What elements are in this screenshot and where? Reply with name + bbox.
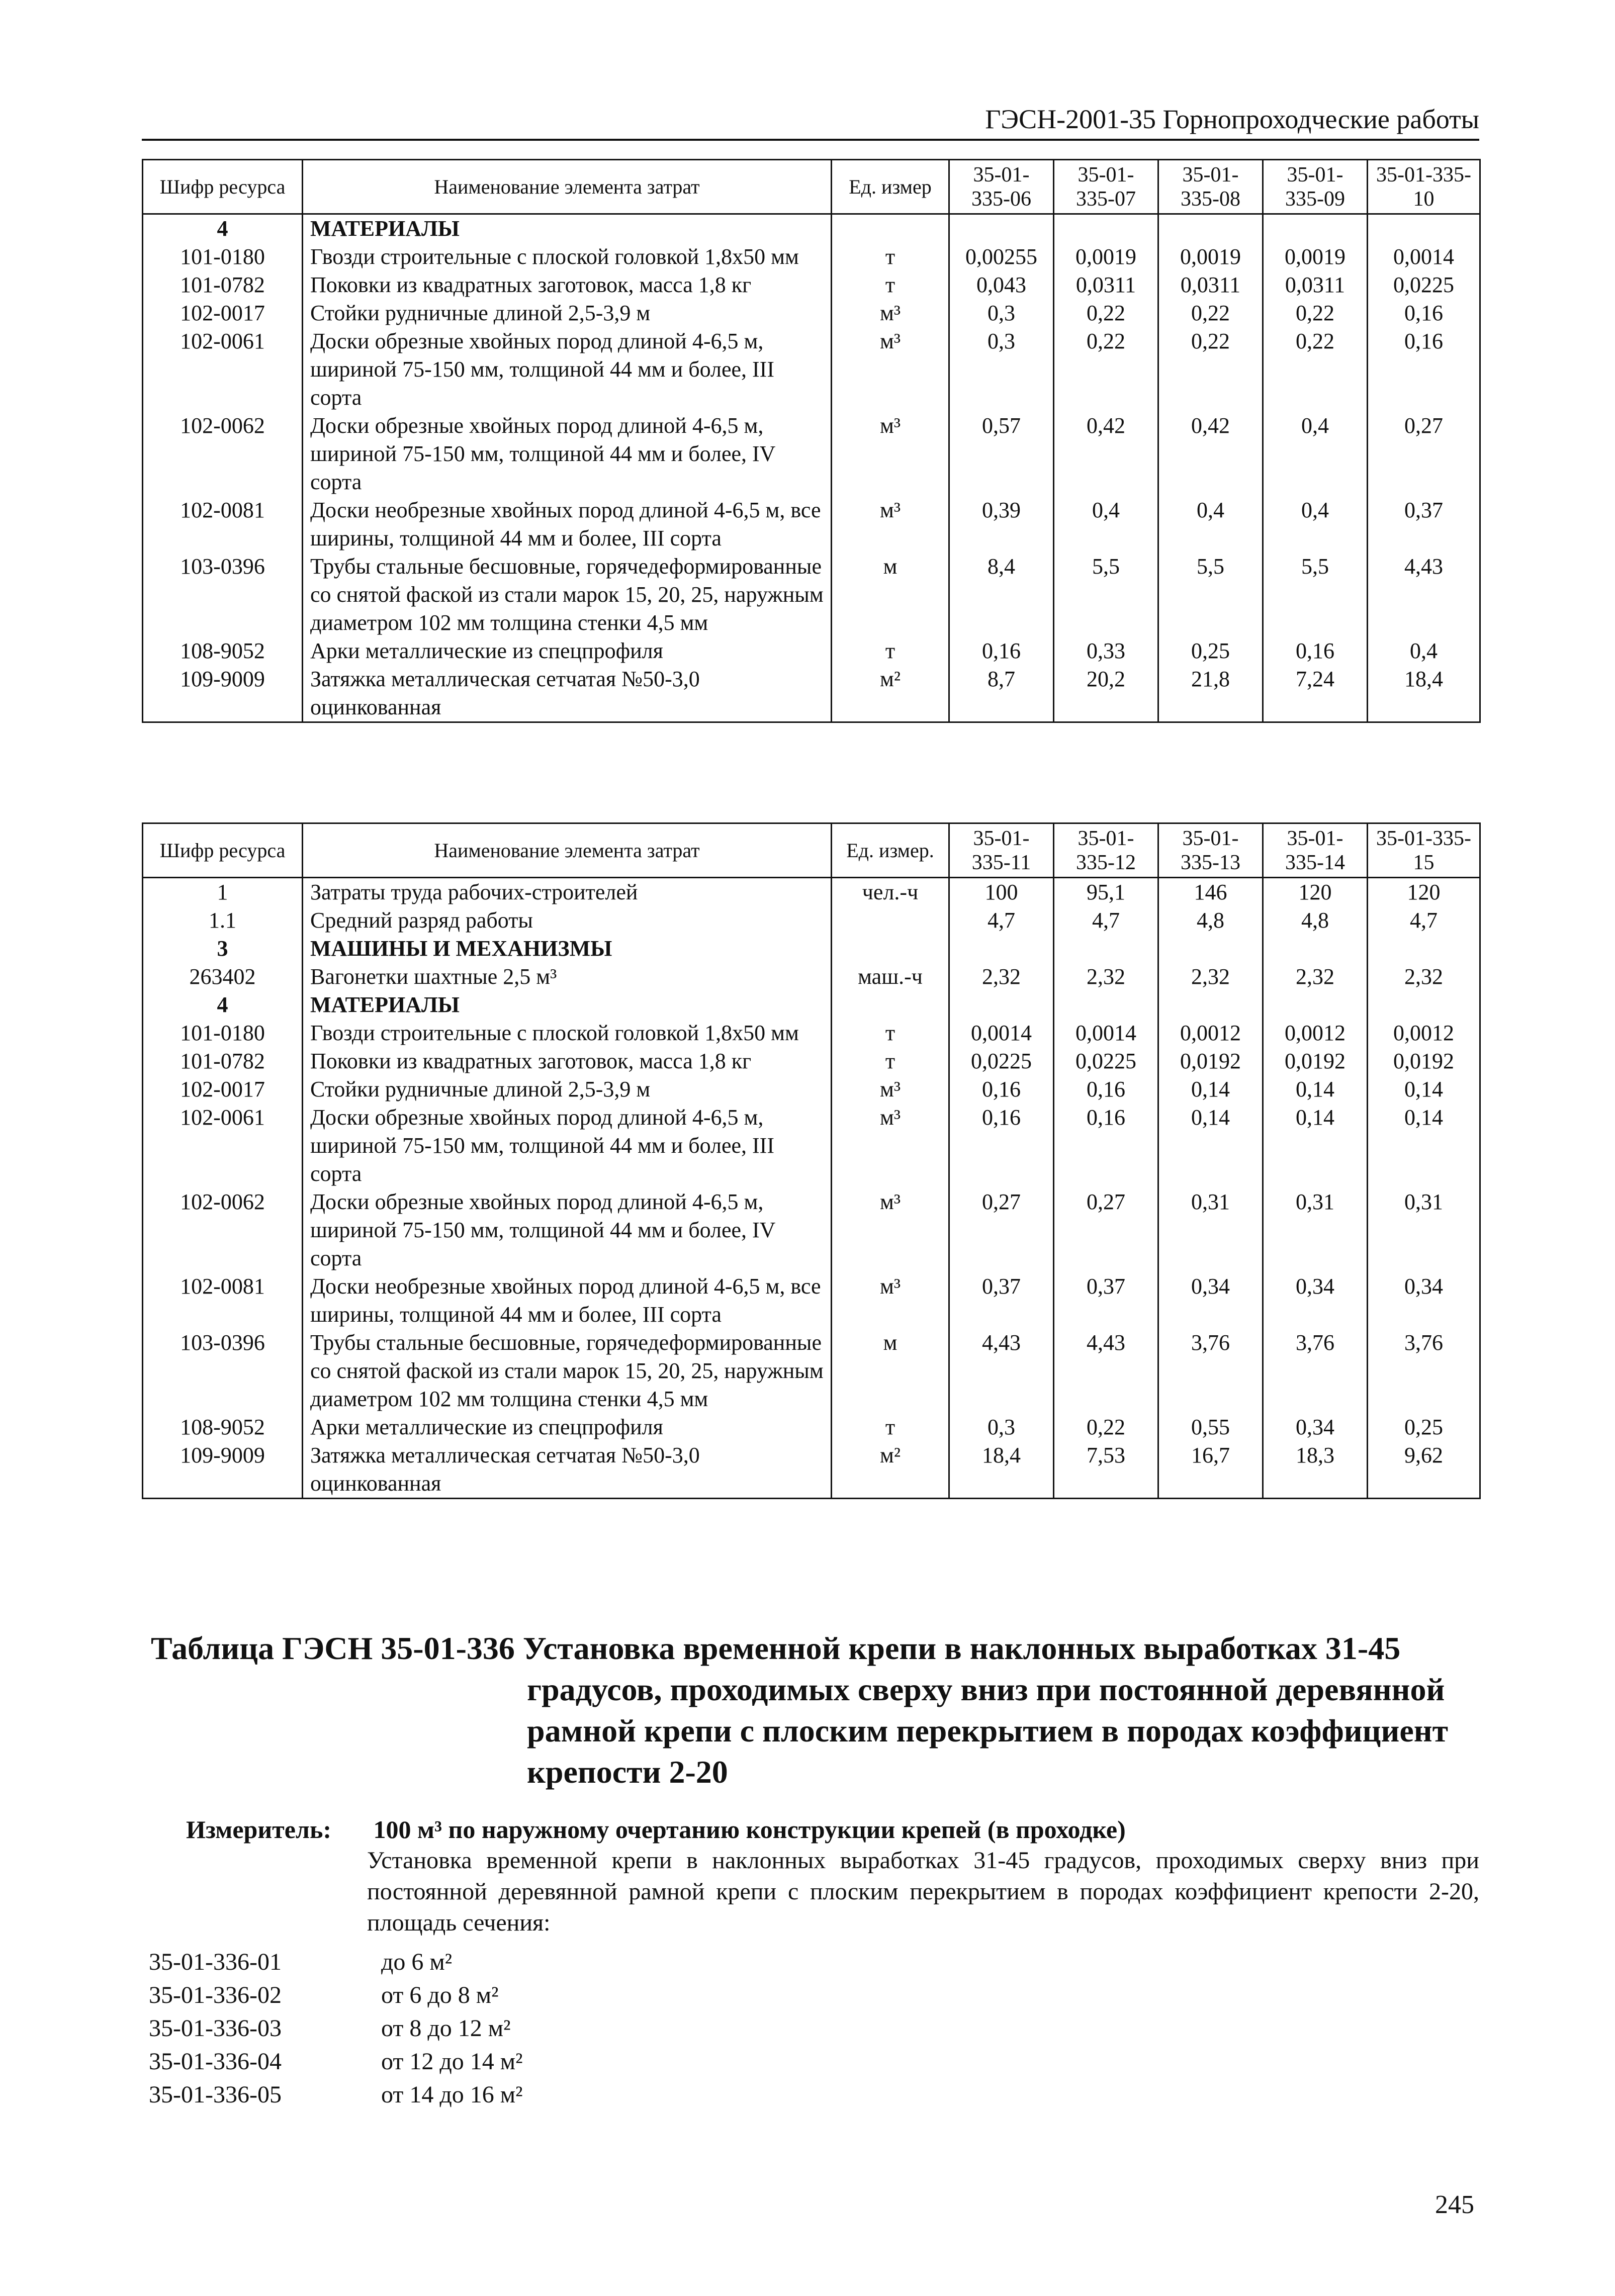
norm-value-cell bbox=[1368, 991, 1480, 1019]
table-row bbox=[143, 878, 1480, 907]
norm-value-cell: 0,4 bbox=[1158, 496, 1263, 553]
table-row bbox=[143, 271, 1480, 299]
norm-value-cell: 4,7 bbox=[1368, 906, 1480, 935]
norm-value-cell: 0,34 bbox=[1263, 1413, 1368, 1441]
norm-value-cell bbox=[1368, 214, 1480, 243]
cost-element-name-cell: Арки металлические из спецпрофиля bbox=[303, 1413, 832, 1441]
measure-label: Измеритель: bbox=[186, 1815, 332, 1844]
section-row bbox=[143, 991, 1480, 1019]
norm-value-cell: 0,3 bbox=[949, 327, 1054, 412]
norm-value-cell: 2,32 bbox=[1054, 963, 1158, 991]
table-row bbox=[143, 1104, 1480, 1188]
norm-value-cell: 18,4 bbox=[949, 1441, 1054, 1499]
norm-value-cell: 0,25 bbox=[1368, 1413, 1480, 1441]
norm-value-cell bbox=[949, 991, 1054, 1019]
table-row bbox=[143, 665, 1480, 722]
unit-cell: т bbox=[832, 637, 949, 665]
norm-value-cell: 0,0311 bbox=[1158, 271, 1263, 299]
table-row bbox=[143, 1047, 1480, 1075]
norm-value-cell bbox=[949, 935, 1054, 963]
norm-value-cell: 0,27 bbox=[949, 1188, 1054, 1272]
unit-cell bbox=[832, 214, 949, 243]
norm-value-cell: 0,0019 bbox=[1158, 243, 1263, 271]
norm-value-cell bbox=[1368, 935, 1480, 963]
section-row bbox=[143, 935, 1480, 963]
cost-element-name-cell: Доски необрезные хвойных пород длиной 4-6,5 м, все ширины, толщиной 44 мм и более, III сорта bbox=[303, 1272, 832, 1329]
norm-value-cell: 3,76 bbox=[1263, 1329, 1368, 1413]
resource-code-cell: 103-0396 bbox=[143, 553, 303, 637]
cost-element-name-cell: Доски обрезные хвойных пород длиной 4-6,5 м, шириной 75-150 мм, толщиной 44 мм и более, III сорта bbox=[303, 1104, 832, 1188]
norm-value-cell: 9,62 bbox=[1368, 1441, 1480, 1499]
unit-cell: м² bbox=[832, 1441, 949, 1499]
norm-value-cell: 0,27 bbox=[1054, 1188, 1158, 1272]
unit-cell: м³ bbox=[832, 299, 949, 327]
column-header: 35-01-335-10 bbox=[1368, 160, 1480, 214]
norm-value-cell: 0,3 bbox=[949, 299, 1054, 327]
unit-cell: м² bbox=[832, 665, 949, 722]
norm-value-cell: 146 bbox=[1158, 878, 1263, 907]
norm-value-cell: 0,0225 bbox=[1054, 1047, 1158, 1075]
norm-value-cell: 18,3 bbox=[1263, 1441, 1368, 1499]
norm-code: 35-01-336-02 bbox=[149, 1982, 282, 2008]
unit-cell: чел.-ч bbox=[832, 878, 949, 907]
norm-value-cell: 0,00255 bbox=[949, 243, 1054, 271]
norm-value-cell: 4,43 bbox=[1368, 553, 1480, 637]
norm-value-cell: 0,34 bbox=[1263, 1272, 1368, 1329]
resource-code-cell: 102-0062 bbox=[143, 412, 303, 496]
norm-value-cell bbox=[1054, 935, 1158, 963]
table-title bbox=[151, 1628, 1488, 1793]
column-header: 35-01-335-09 bbox=[1263, 160, 1368, 214]
norm-value-cell: 0,37 bbox=[949, 1272, 1054, 1329]
norm-value-cell: 0,16 bbox=[1054, 1075, 1158, 1104]
norm-value-cell: 0,34 bbox=[1368, 1272, 1480, 1329]
norm-value-cell: 120 bbox=[1263, 878, 1368, 907]
table-row bbox=[143, 1413, 1480, 1441]
resource-code-cell: 109-9009 bbox=[143, 665, 303, 722]
table-row bbox=[143, 299, 1480, 327]
cost-element-name-cell: Стойки рудничные длиной 2,5-3,9 м bbox=[303, 1075, 832, 1104]
norm-value-cell: 0,22 bbox=[1158, 327, 1263, 412]
norm-value-cell bbox=[1158, 991, 1263, 1019]
norm-value-cell: 0,0019 bbox=[1054, 243, 1158, 271]
resource-code-cell: 1.1 bbox=[143, 906, 303, 935]
norm-value-cell: 0,22 bbox=[1054, 1413, 1158, 1441]
norm-value-cell: 7,24 bbox=[1263, 665, 1368, 722]
norm-value-cell: 4,43 bbox=[1054, 1329, 1158, 1413]
norm-value-cell: 0,22 bbox=[1263, 299, 1368, 327]
norm-value-cell: 0,0225 bbox=[1368, 271, 1480, 299]
norm-value-cell: 8,7 bbox=[949, 665, 1054, 722]
norm-value-cell: 0,33 bbox=[1054, 637, 1158, 665]
resource-code-cell: 102-0017 bbox=[143, 299, 303, 327]
table-row bbox=[143, 1272, 1480, 1329]
norm-value-cell: 2,32 bbox=[1158, 963, 1263, 991]
cost-element-name-cell: Доски необрезные хвойных пород длиной 4-6,5 м, все ширины, толщиной 44 мм и более, III сорта bbox=[303, 496, 832, 553]
table-body bbox=[143, 878, 1480, 1499]
norm-value-cell bbox=[1054, 991, 1158, 1019]
norm-value-cell: 0,42 bbox=[1054, 412, 1158, 496]
column-header: 35-01-335-15 bbox=[1368, 823, 1480, 878]
resource-table-335-06-10 bbox=[142, 159, 1481, 723]
resource-code-cell: 101-0782 bbox=[143, 271, 303, 299]
unit-cell: м³ bbox=[832, 1272, 949, 1329]
norm-value-cell: 0,14 bbox=[1263, 1104, 1368, 1188]
unit-cell: м³ bbox=[832, 1104, 949, 1188]
norm-value-cell: 0,39 bbox=[949, 496, 1054, 553]
resource-code-cell: 1 bbox=[143, 878, 303, 907]
resource-code-cell: 263402 bbox=[143, 963, 303, 991]
cost-element-name-cell: МАТЕРИАЛЫ bbox=[303, 991, 832, 1019]
norm-value-cell: 0,043 bbox=[949, 271, 1054, 299]
unit-cell: м³ bbox=[832, 1188, 949, 1272]
running-header bbox=[142, 104, 1479, 141]
resource-code-cell: 103-0396 bbox=[143, 1329, 303, 1413]
table-row bbox=[143, 1075, 1480, 1104]
norm-value-cell: 7,53 bbox=[1054, 1441, 1158, 1499]
unit-cell: т bbox=[832, 271, 949, 299]
norm-value-cell: 4,7 bbox=[1054, 906, 1158, 935]
norm-value-cell: 0,16 bbox=[949, 637, 1054, 665]
unit-cell: т bbox=[832, 243, 949, 271]
unit-cell: м³ bbox=[832, 496, 949, 553]
norm-value-cell bbox=[1263, 991, 1368, 1019]
unit-cell: т bbox=[832, 1413, 949, 1441]
norm-value-cell: 3,76 bbox=[1158, 1329, 1263, 1413]
resource-code-cell: 101-0782 bbox=[143, 1047, 303, 1075]
column-header: 35-01-335-08 bbox=[1158, 160, 1263, 214]
norm-value-cell: 0,0014 bbox=[949, 1019, 1054, 1047]
table-title-lead: Таблица ГЭСН 35-01-336 Установка временной крепи в наклонных выработках 31-45 bbox=[151, 1630, 1401, 1666]
cost-element-name-cell: Гвозди строительные с плоской головкой 1,8х50 мм bbox=[303, 1019, 832, 1047]
norm-code: 35-01-336-03 bbox=[149, 2015, 282, 2042]
cost-element-name-cell: Доски обрезные хвойных пород длиной 4-6,5 м, шириной 75-150 мм, толщиной 44 мм и более, IV сорта bbox=[303, 412, 832, 496]
norm-code-item bbox=[149, 1946, 523, 1979]
norm-value-cell: 0,0012 bbox=[1158, 1019, 1263, 1047]
table-body bbox=[143, 214, 1480, 722]
measure-value: 100 м³ по наружному очертанию конструкции крепей (в проходке) bbox=[373, 1815, 1126, 1844]
norm-value-cell: 8,4 bbox=[949, 553, 1054, 637]
norm-value-cell: 16,7 bbox=[1158, 1441, 1263, 1499]
resource-code-cell: 102-0062 bbox=[143, 1188, 303, 1272]
norm-value-cell: 0,4 bbox=[1263, 496, 1368, 553]
norm-value-cell: 0,34 bbox=[1158, 1272, 1263, 1329]
norm-code-item bbox=[149, 1979, 523, 2012]
norm-value-cell: 0,22 bbox=[1158, 299, 1263, 327]
norm-value-cell: 0,0019 bbox=[1263, 243, 1368, 271]
norm-value-cell: 0,57 bbox=[949, 412, 1054, 496]
norm-value-cell: 0,0192 bbox=[1158, 1047, 1263, 1075]
column-header: 35-01-335-13 bbox=[1158, 823, 1263, 878]
section-area: до 6 м² bbox=[381, 1949, 453, 1975]
norm-value-cell: 18,4 bbox=[1368, 665, 1480, 722]
norm-value-cell: 0,0311 bbox=[1054, 271, 1158, 299]
cost-element-name-cell: Затяжка металлическая сетчатая №50-3,0 оцинкованная bbox=[303, 665, 832, 722]
norm-value-cell: 0,14 bbox=[1158, 1104, 1263, 1188]
norm-value-cell: 0,22 bbox=[1054, 299, 1158, 327]
table-row bbox=[143, 963, 1480, 991]
table-row bbox=[143, 327, 1480, 412]
table-row bbox=[143, 1019, 1480, 1047]
column-header: 35-01-335-14 bbox=[1263, 823, 1368, 878]
norm-value-cell: 20,2 bbox=[1054, 665, 1158, 722]
column-header: Наименование элемента затрат bbox=[303, 160, 832, 214]
column-header: Ед. измер. bbox=[832, 823, 949, 878]
cost-element-name-cell: Затяжка металлическая сетчатая №50-3,0 оцинкованная bbox=[303, 1441, 832, 1499]
table-title-rest: градусов, проходимых сверху вниз при постоянной деревянной рамной крепи с плоским перекрытием в породах коэффициент крепости 2-20 bbox=[527, 1672, 1449, 1790]
cost-element-name-cell: Затраты труда рабочих-строителей bbox=[303, 878, 832, 907]
table-row bbox=[143, 637, 1480, 665]
resource-code-cell: 108-9052 bbox=[143, 1413, 303, 1441]
unit-cell: м bbox=[832, 553, 949, 637]
norm-value-cell: 0,0192 bbox=[1368, 1047, 1480, 1075]
norm-value-cell: 0,0012 bbox=[1368, 1019, 1480, 1047]
section-area: от 12 до 14 м² bbox=[381, 2048, 523, 2075]
table-row bbox=[143, 496, 1480, 553]
unit-cell: м³ bbox=[832, 1075, 949, 1104]
norm-value-cell: 0,4 bbox=[1263, 412, 1368, 496]
measure-line bbox=[186, 1815, 1126, 1844]
resource-code-cell: 102-0061 bbox=[143, 1104, 303, 1188]
norm-value-cell: 0,37 bbox=[1054, 1272, 1158, 1329]
cost-element-name-cell: МАШИНЫ И МЕХАНИЗМЫ bbox=[303, 935, 832, 963]
norm-code: 35-01-336-05 bbox=[149, 2081, 282, 2108]
unit-cell: т bbox=[832, 1047, 949, 1075]
norm-value-cell: 0,4 bbox=[1368, 637, 1480, 665]
norm-value-cell: 0,37 bbox=[1368, 496, 1480, 553]
cost-element-name-cell: Арки металлические из спецпрофиля bbox=[303, 637, 832, 665]
running-header-title: ГЭСН-2001-35 Горнопроходческие работы bbox=[985, 104, 1479, 134]
norm-value-cell: 0,14 bbox=[1368, 1104, 1480, 1188]
cost-element-name-cell: Трубы стальные бесшовные, горячедеформированные со снятой фаской из стали марок 15, 20, 25, наружным диаметром 102 мм толщина стенки 4,5 мм bbox=[303, 1329, 832, 1413]
column-header: Ед. измер bbox=[832, 160, 949, 214]
norm-value-cell bbox=[949, 214, 1054, 243]
unit-cell bbox=[832, 935, 949, 963]
norm-value-cell: 120 bbox=[1368, 878, 1480, 907]
norm-value-cell: 21,8 bbox=[1158, 665, 1263, 722]
cost-element-name-cell: Гвозди строительные с плоской головкой 1,8х50 мм bbox=[303, 243, 832, 271]
resource-code-cell: 102-0081 bbox=[143, 496, 303, 553]
unit-cell: маш.-ч bbox=[832, 963, 949, 991]
section-area: от 14 до 16 м² bbox=[381, 2081, 523, 2108]
cost-element-name-cell: Поковки из квадратных заготовок, масса 1,8 кг bbox=[303, 271, 832, 299]
unit-cell: м³ bbox=[832, 412, 949, 496]
column-header: Шифр ресурса bbox=[143, 823, 303, 878]
cost-element-name-cell: Доски обрезные хвойных пород длиной 4-6,5 м, шириной 75-150 мм, толщиной 44 мм и более, III сорта bbox=[303, 327, 832, 412]
norm-value-cell: 95,1 bbox=[1054, 878, 1158, 907]
norm-code: 35-01-336-04 bbox=[149, 2048, 282, 2075]
unit-cell bbox=[832, 906, 949, 935]
norm-value-cell: 0,16 bbox=[1368, 327, 1480, 412]
cost-element-name-cell: Стойки рудничные длиной 2,5-3,9 м bbox=[303, 299, 832, 327]
norm-value-cell: 0,25 bbox=[1158, 637, 1263, 665]
unit-cell bbox=[832, 991, 949, 1019]
cost-element-name-cell: МАТЕРИАЛЫ bbox=[303, 214, 832, 243]
norm-value-cell: 0,27 bbox=[1368, 412, 1480, 496]
norm-code-item bbox=[149, 2078, 523, 2111]
norm-value-cell: 0,31 bbox=[1263, 1188, 1368, 1272]
norm-code-item bbox=[149, 2045, 523, 2078]
norm-value-cell: 0,0012 bbox=[1263, 1019, 1368, 1047]
table-row bbox=[143, 1441, 1480, 1499]
cost-element-name-cell: Поковки из квадратных заготовок, масса 1,8 кг bbox=[303, 1047, 832, 1075]
norm-value-cell bbox=[1158, 935, 1263, 963]
column-header: 35-01-335-11 bbox=[949, 823, 1054, 878]
norm-value-cell bbox=[1054, 214, 1158, 243]
column-header: 35-01-335-12 bbox=[1054, 823, 1158, 878]
resource-code-cell: 108-9052 bbox=[143, 637, 303, 665]
resource-code-cell: 109-9009 bbox=[143, 1441, 303, 1499]
norm-value-cell: 0,55 bbox=[1158, 1413, 1263, 1441]
section-row bbox=[143, 214, 1480, 243]
norm-value-cell: 100 bbox=[949, 878, 1054, 907]
norm-value-cell: 0,16 bbox=[949, 1104, 1054, 1188]
table-row bbox=[143, 1329, 1480, 1413]
resource-table-335-11-15 bbox=[142, 822, 1481, 1499]
norm-value-cell: 0,16 bbox=[1368, 299, 1480, 327]
resource-code-cell: 102-0081 bbox=[143, 1272, 303, 1329]
norm-value-cell: 4,8 bbox=[1158, 906, 1263, 935]
norm-value-cell bbox=[1263, 935, 1368, 963]
norm-code-item bbox=[149, 2012, 523, 2045]
table-row bbox=[143, 243, 1480, 271]
page-number: 245 bbox=[1435, 2190, 1474, 2219]
norm-value-cell: 5,5 bbox=[1158, 553, 1263, 637]
norm-value-cell: 0,22 bbox=[1263, 327, 1368, 412]
norm-value-cell: 5,5 bbox=[1054, 553, 1158, 637]
table-header-row bbox=[143, 160, 1480, 214]
unit-cell: т bbox=[832, 1019, 949, 1047]
norm-value-cell: 0,0014 bbox=[1054, 1019, 1158, 1047]
norm-value-cell: 0,42 bbox=[1158, 412, 1263, 496]
table-row bbox=[143, 412, 1480, 496]
table-row bbox=[143, 1188, 1480, 1272]
norm-value-cell: 4,7 bbox=[949, 906, 1054, 935]
norm-value-cell: 0,22 bbox=[1054, 327, 1158, 412]
norm-value-cell: 0,16 bbox=[949, 1075, 1054, 1104]
norm-code: 35-01-336-01 bbox=[149, 1949, 282, 1975]
norm-value-cell: 0,0192 bbox=[1263, 1047, 1368, 1075]
cost-element-name-cell: Средний разряд работы bbox=[303, 906, 832, 935]
table-header-row bbox=[143, 823, 1480, 878]
norm-code-list bbox=[149, 1946, 523, 2111]
section-area: от 8 до 12 м² bbox=[381, 2015, 511, 2042]
section-area: от 6 до 8 м² bbox=[381, 1982, 499, 2008]
resource-code-cell: 3 bbox=[143, 935, 303, 963]
norm-value-cell: 0,4 bbox=[1054, 496, 1158, 553]
unit-cell: м bbox=[832, 1329, 949, 1413]
table-row bbox=[143, 553, 1480, 637]
norm-value-cell: 5,5 bbox=[1263, 553, 1368, 637]
column-header: 35-01-335-06 bbox=[949, 160, 1054, 214]
resource-code-cell: 101-0180 bbox=[143, 243, 303, 271]
unit-cell: м³ bbox=[832, 327, 949, 412]
norm-value-cell bbox=[1158, 214, 1263, 243]
resource-code-cell: 102-0017 bbox=[143, 1075, 303, 1104]
norm-value-cell: 4,8 bbox=[1263, 906, 1368, 935]
norm-value-cell: 0,16 bbox=[1263, 637, 1368, 665]
norm-value-cell: 2,32 bbox=[1263, 963, 1368, 991]
resource-code-cell: 102-0061 bbox=[143, 327, 303, 412]
cost-element-name-cell: Трубы стальные бесшовные, горячедеформированные со снятой фаской из стали марок 15, 20, 25, наружным диаметром 102 мм толщина стенки 4,5 мм bbox=[303, 553, 832, 637]
column-header: Наименование элемента затрат bbox=[303, 823, 832, 878]
norm-value-cell: 0,31 bbox=[1158, 1188, 1263, 1272]
norm-value-cell: 0,0014 bbox=[1368, 243, 1480, 271]
table-row bbox=[143, 906, 1480, 935]
resource-code-cell: 4 bbox=[143, 991, 303, 1019]
norm-value-cell: 3,76 bbox=[1368, 1329, 1480, 1413]
norm-value-cell: 0,0311 bbox=[1263, 271, 1368, 299]
column-header: Шифр ресурса bbox=[143, 160, 303, 214]
resource-code-cell: 4 bbox=[143, 214, 303, 243]
resource-code-cell: 101-0180 bbox=[143, 1019, 303, 1047]
norm-value-cell: 4,43 bbox=[949, 1329, 1054, 1413]
norm-value-cell: 0,16 bbox=[1054, 1104, 1158, 1188]
norm-value-cell bbox=[1263, 214, 1368, 243]
norm-value-cell: 2,32 bbox=[1368, 963, 1480, 991]
column-header: 35-01-335-07 bbox=[1054, 160, 1158, 214]
norm-value-cell: 0,14 bbox=[1263, 1075, 1368, 1104]
norm-value-cell: 0,14 bbox=[1368, 1075, 1480, 1104]
cost-element-name-cell: Вагонетки шахтные 2,5 м³ bbox=[303, 963, 832, 991]
work-description: Установка временной крепи в наклонных выработках 31-45 градусов, проходимых сверху вниз при постоянной деревянной рамной крепи с плоским перекрытием в породах коэффициент крепости 2-20, площадь сечения: bbox=[367, 1847, 1479, 1936]
norm-value-cell: 0,14 bbox=[1158, 1075, 1263, 1104]
norm-value-cell: 0,3 bbox=[949, 1413, 1054, 1441]
norm-value-cell: 0,31 bbox=[1368, 1188, 1480, 1272]
norm-value-cell: 2,32 bbox=[949, 963, 1054, 991]
norm-value-cell: 0,0225 bbox=[949, 1047, 1054, 1075]
cost-element-name-cell: Доски обрезные хвойных пород длиной 4-6,5 м, шириной 75-150 мм, толщиной 44 мм и более, IV сорта bbox=[303, 1188, 832, 1272]
